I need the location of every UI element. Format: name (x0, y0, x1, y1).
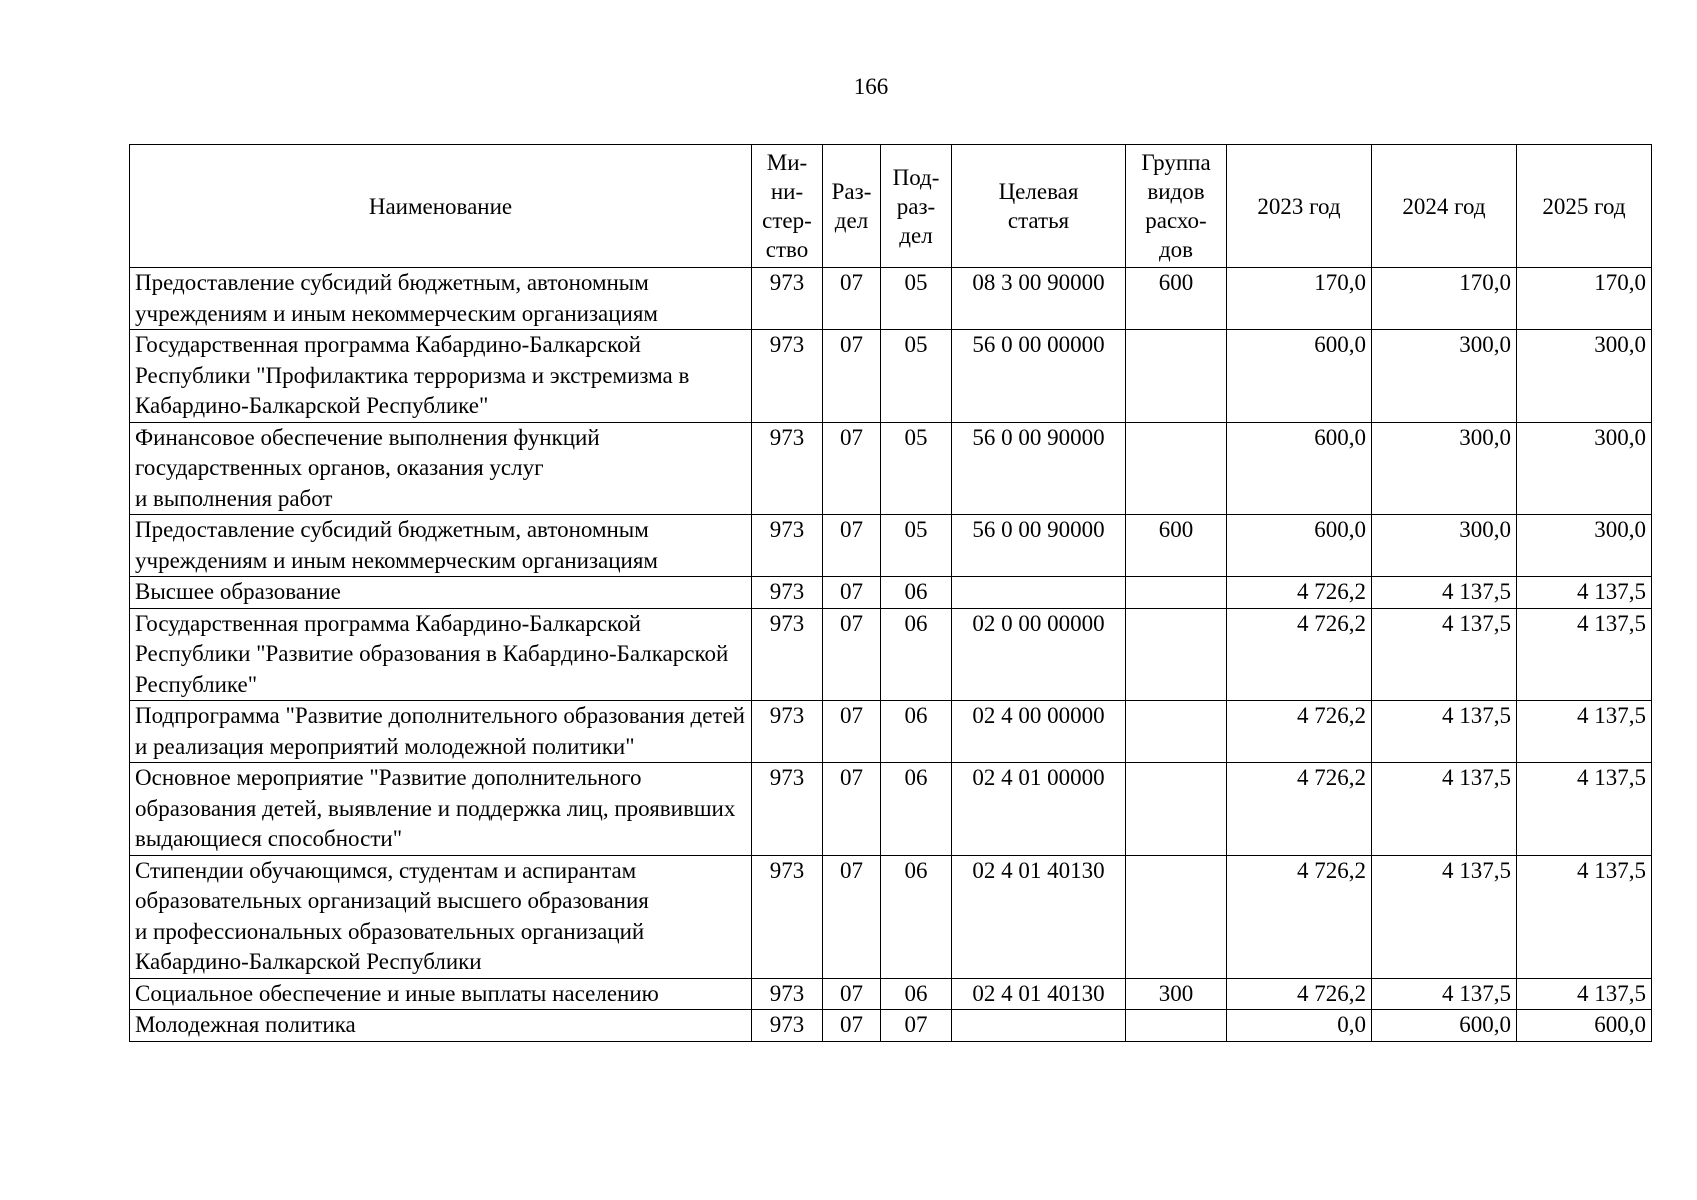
cell-section: 07 (823, 268, 881, 330)
header-2025: 2025 год (1517, 145, 1652, 268)
cell-2025: 600,0 (1517, 1010, 1652, 1042)
cell-target: 08 3 00 90000 (952, 268, 1126, 330)
cell-section: 07 (823, 763, 881, 856)
cell-subsection: 06 (881, 855, 952, 978)
cell-2024: 600,0 (1372, 1010, 1517, 1042)
cell-2023: 4 726,2 (1227, 855, 1372, 978)
page-number: 166 (853, 74, 889, 99)
cell-2024: 4 137,5 (1372, 763, 1517, 856)
header-expense-group: Группа видов расхо- дов (1126, 145, 1227, 268)
cell-2025: 4 137,5 (1517, 978, 1652, 1010)
table-row (130, 422, 1652, 515)
cell-2023: 4 726,2 (1227, 577, 1372, 609)
cell-2023: 4 726,2 (1227, 978, 1372, 1010)
cell-name: Социальное обеспечение и иные выплаты населению (130, 978, 752, 1010)
cell-2025: 4 137,5 (1517, 763, 1652, 856)
cell-name: Предоставление субсидий бюджетным, автономным учреждениям и иным некоммерческим организациям (130, 515, 752, 577)
cell-ministry: 973 (752, 701, 823, 763)
cell-2024: 4 137,5 (1372, 978, 1517, 1010)
cell-2023: 600,0 (1227, 330, 1372, 423)
cell-name: Стипендии обучающимся, студентам и аспирантам образовательных организаций высшего образования и профессиональных образовательных организаций Кабардино-Балкарской Республики (130, 855, 752, 978)
cell-2023: 170,0 (1227, 268, 1372, 330)
cell-expense-group: 600 (1126, 515, 1227, 577)
header-ministry: Ми- ни- стер- ство (752, 145, 823, 268)
table-body (130, 268, 1652, 1042)
cell-expense-group (1126, 1010, 1227, 1042)
cell-2023: 600,0 (1227, 422, 1372, 515)
cell-subsection: 05 (881, 515, 952, 577)
cell-ministry: 973 (752, 268, 823, 330)
cell-name: Основное мероприятие "Развитие дополнительного образования детей, выявление и поддержка лиц, проявивших выдающиеся способности" (130, 763, 752, 856)
cell-expense-group (1126, 330, 1227, 423)
cell-2024: 4 137,5 (1372, 577, 1517, 609)
cell-target: 02 4 01 00000 (952, 763, 1126, 856)
cell-section: 07 (823, 422, 881, 515)
cell-subsection: 05 (881, 330, 952, 423)
cell-section: 07 (823, 855, 881, 978)
cell-expense-group: 600 (1126, 268, 1227, 330)
cell-section: 07 (823, 330, 881, 423)
table-header-row (130, 145, 1652, 268)
cell-subsection: 06 (881, 577, 952, 609)
cell-2025: 4 137,5 (1517, 855, 1652, 978)
cell-subsection: 05 (881, 268, 952, 330)
cell-ministry: 973 (752, 763, 823, 856)
cell-target: 02 4 01 40130 (952, 855, 1126, 978)
cell-subsection: 06 (881, 978, 952, 1010)
cell-2023: 4 726,2 (1227, 763, 1372, 856)
cell-expense-group (1126, 608, 1227, 701)
budget-table (129, 144, 1652, 1042)
cell-section: 07 (823, 1010, 881, 1042)
table-row (130, 978, 1652, 1010)
cell-section: 07 (823, 515, 881, 577)
cell-ministry: 973 (752, 577, 823, 609)
cell-target: 02 4 00 00000 (952, 701, 1126, 763)
cell-target: 56 0 00 90000 (952, 422, 1126, 515)
cell-2023: 0,0 (1227, 1010, 1372, 1042)
table-row (130, 515, 1652, 577)
cell-ministry: 973 (752, 330, 823, 423)
cell-subsection: 06 (881, 763, 952, 856)
cell-2023: 4 726,2 (1227, 608, 1372, 701)
cell-name: Молодежная политика (130, 1010, 752, 1042)
table-row (130, 330, 1652, 423)
table-row (130, 268, 1652, 330)
cell-2025: 170,0 (1517, 268, 1652, 330)
cell-ministry: 973 (752, 1010, 823, 1042)
table-row (130, 855, 1652, 978)
cell-2025: 300,0 (1517, 422, 1652, 515)
cell-subsection: 07 (881, 1010, 952, 1042)
cell-2025: 4 137,5 (1517, 701, 1652, 763)
cell-2024: 170,0 (1372, 268, 1517, 330)
table-row (130, 608, 1652, 701)
cell-section: 07 (823, 701, 881, 763)
cell-expense-group (1126, 577, 1227, 609)
cell-2023: 4 726,2 (1227, 701, 1372, 763)
cell-2024: 4 137,5 (1372, 855, 1517, 978)
cell-section: 07 (823, 577, 881, 609)
header-subsection: Под- раз- дел (881, 145, 952, 268)
table-row (130, 577, 1652, 609)
cell-name: Предоставление субсидий бюджетным, автономным учреждениям и иным некоммерческим организациям (130, 268, 752, 330)
cell-expense-group (1126, 763, 1227, 856)
cell-2025: 4 137,5 (1517, 608, 1652, 701)
cell-name: Подпрограмма "Развитие дополнительного образования детей и реализация мероприятий молодежной политики" (130, 701, 752, 763)
header-2023: 2023 год (1227, 145, 1372, 268)
cell-subsection: 05 (881, 422, 952, 515)
cell-subsection: 06 (881, 608, 952, 701)
cell-target: 02 0 00 00000 (952, 608, 1126, 701)
table-row (130, 701, 1652, 763)
cell-target: 02 4 01 40130 (952, 978, 1126, 1010)
cell-expense-group: 300 (1126, 978, 1227, 1010)
cell-2025: 4 137,5 (1517, 577, 1652, 609)
cell-2023: 600,0 (1227, 515, 1372, 577)
header-name: Наименование (130, 145, 752, 268)
header-section: Раз- дел (823, 145, 881, 268)
cell-2025: 300,0 (1517, 330, 1652, 423)
cell-name: Государственная программа Кабардино-Балкарской Республики "Развитие образования в Кабардино-Балкарской Республике" (130, 608, 752, 701)
cell-subsection: 06 (881, 701, 952, 763)
cell-2024: 300,0 (1372, 515, 1517, 577)
cell-2025: 300,0 (1517, 515, 1652, 577)
cell-ministry: 973 (752, 978, 823, 1010)
cell-ministry: 973 (752, 855, 823, 978)
cell-ministry: 973 (752, 515, 823, 577)
cell-section: 07 (823, 978, 881, 1010)
cell-expense-group (1126, 701, 1227, 763)
table-row (130, 1010, 1652, 1042)
cell-target: 56 0 00 00000 (952, 330, 1126, 423)
cell-name: Высшее образование (130, 577, 752, 609)
cell-2024: 300,0 (1372, 422, 1517, 515)
cell-ministry: 973 (752, 608, 823, 701)
cell-name: Финансовое обеспечение выполнения функций государственных органов, оказания услуг и выполнения работ (130, 422, 752, 515)
table-row (130, 763, 1652, 856)
cell-2024: 4 137,5 (1372, 608, 1517, 701)
cell-expense-group (1126, 855, 1227, 978)
header-target: Целевая статья (952, 145, 1126, 268)
cell-2024: 4 137,5 (1372, 701, 1517, 763)
cell-ministry: 973 (752, 422, 823, 515)
cell-2024: 300,0 (1372, 330, 1517, 423)
cell-target: 56 0 00 90000 (952, 515, 1126, 577)
cell-target (952, 577, 1126, 609)
cell-section: 07 (823, 608, 881, 701)
header-2024: 2024 год (1372, 145, 1517, 268)
cell-expense-group (1126, 422, 1227, 515)
cell-name: Государственная программа Кабардино-Балкарской Республики "Профилактика терроризма и экстремизма в Кабардино-Балкарской Республике" (130, 330, 752, 423)
cell-target (952, 1010, 1126, 1042)
